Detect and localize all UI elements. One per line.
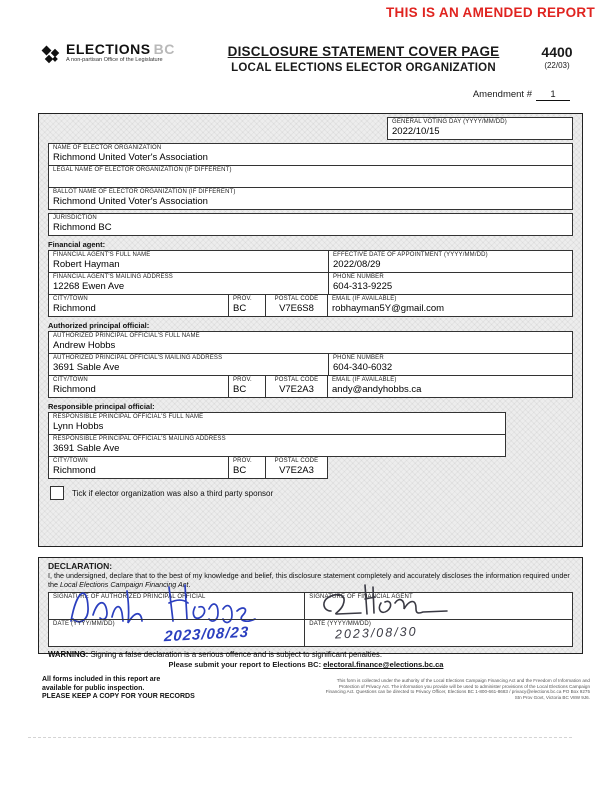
form-number-block [522,42,592,70]
fa-prov-label: PROV. [233,296,252,302]
authorized-official-section-label: Authorized principal official: [48,321,150,330]
fa-city-field [48,294,229,317]
date-official-label: DATE (YYYY/MM/DD) [53,621,115,627]
apo-phone-value: 604-340-6032 [333,362,393,373]
apo-address-field [48,353,329,376]
amendment-number-field: 1 [536,89,570,101]
fa-address-value: 12268 Ewen Ave [53,281,125,292]
declaration-body-text: I, the undersigned, declare that to the best of my knowledge and belief, this disclosure statement completely and accurately discloses the information required under the [48,571,570,589]
rpo-city-value: Richmond [53,465,96,476]
declaration-body-end: . [188,579,191,589]
fa-email-field [327,294,573,317]
fa-postal-label: POSTAL CODE [274,296,319,302]
rpo-address-value: 3691 Sable Ave [53,443,120,454]
signature-official-cell [49,593,305,619]
date-agent-handwritten: 2023/08/30 [335,624,419,642]
fa-phone-field [328,272,573,295]
fa-appointment-date-label: EFFECTIVE DATE OF APPOINTMENT (YYYY/MM/DD) [333,252,488,258]
fa-postal-field [265,294,328,317]
footer-public-inspection-note [42,676,195,702]
third-party-sponsor-checkbox[interactable] [50,486,64,500]
date-agent-cell [305,619,572,646]
apo-name-value: Andrew Hobbs [53,340,116,351]
main-form-box [38,113,583,547]
ballot-name-value: Richmond United Voter's Association [53,196,208,207]
rpo-postal-value: V7E2A3 [279,465,314,476]
signature-table [48,592,573,647]
fa-address-field [48,272,329,295]
rpo-address-field [48,434,506,457]
signature-official-label: SIGNATURE OF AUTHORIZED PRINCIPAL OFFICIAL [53,594,206,600]
submit-instruction [0,660,612,669]
declaration-box [38,557,583,659]
fa-city-value: Richmond [53,303,96,314]
jurisdiction-value: Richmond BC [53,222,112,233]
general-voting-day-field [387,117,573,140]
footer-line-1: All forms included in this report are [42,676,161,683]
form-header [40,42,592,74]
form-version: (22/03) [544,61,570,70]
general-voting-day-label: GENERAL VOTING DAY (YYYY/MM/DD) [392,119,507,125]
financial-agent-section-label: Financial agent: [48,240,106,249]
apo-prov-value: BC [233,384,247,395]
apo-email-label: EMAIL (IF AVAILABLE) [332,377,397,383]
fa-name-field [48,250,329,273]
page-subtitle: LOCAL ELECTIONS ELECTOR ORGANIZATION [231,62,496,74]
apo-postal-label: POSTAL CODE [274,377,319,383]
elections-bc-email-link[interactable]: electoral.finance@elections.bc.ca [323,660,444,669]
date-agent-label: DATE (YYYY/MM/DD) [309,621,372,627]
jurisdiction-label: JURISDICTION [53,215,97,221]
rpo-postal-label: POSTAL CODE [274,458,319,464]
signature-agent-label: SIGNATURE OF FINANCIAL AGENT [309,594,413,600]
third-party-sponsor-label: Tick if elector organization was also a third party sponsor [72,488,274,498]
apo-postal-value: V7E2A3 [279,384,314,395]
declaration-heading: DECLARATION: [48,561,113,571]
footer-line-3: PLEASE KEEP A COPY FOR YOUR RECORDS [42,693,195,700]
apo-name-label: AUTHORIZED PRINCIPAL OFFICIAL'S FULL NAME [53,333,200,339]
date-official-handwritten: 2023/08/23 [163,623,250,646]
jurisdiction-field [48,213,573,236]
page-title: DISCLOSURE STATEMENT COVER PAGE [227,44,500,59]
fa-address-label: FINANCIAL AGENT'S MAILING ADDRESS [53,274,173,280]
rpo-prov-value: BC [233,465,247,476]
rpo-name-label: RESPONSIBLE PRINCIPAL OFFICIAL'S FULL NAME [53,414,204,420]
warning-label: WARNING: [48,650,89,659]
footer-line-2: available for public inspection. [42,684,145,692]
apo-address-value: 3691 Sable Ave [53,362,120,373]
apo-name-field [48,331,573,354]
apo-prov-label: PROV. [233,377,252,383]
warning-text: Signing a false declaration is a serious offence and is subject to significant penalties. [88,650,382,659]
elections-bc-logo [40,42,205,66]
form-number: 4400 [541,44,573,60]
privacy-fine-print: This form is collected under the authority of the Local Elections Campaign Financing Act and the Freedom of Information and Protection of Privacy Act. The information you provide will be used to administer provisions of the Local Elections Campaign Financing Act. Questions can be directed to Privacy Officer, Elections BC 1-800-661-8683 / privacy@elections.bc.ca PO Box 9275 Stn Prov Govt, Victoria BC V8W 9J6. [325,678,590,700]
fa-prov-field [228,294,266,317]
apo-email-value: andy@andyhobbs.ca [332,384,422,395]
submit-text: Please submit your report to Elections BC: [168,660,324,669]
amended-report-banner: THIS IS AN AMENDED REPORT [385,5,595,20]
rpo-postal-field [265,456,328,479]
legal-name-field [48,165,573,188]
legal-name-label: LEGAL NAME OF ELECTOR ORGANIZATION (IF DIFFERENT) [53,167,232,173]
apo-city-value: Richmond [53,384,96,395]
fa-appointment-date-value: 2022/08/29 [333,259,381,270]
logo-tagline: A non-partisan Office of the Legislature [66,57,163,63]
fa-email-label: EMAIL (IF AVAILABLE) [332,296,397,302]
org-name-label: NAME OF ELECTOR ORGANIZATION [53,145,162,151]
warning-line [48,650,573,659]
elections-bc-logo-icon [40,44,62,66]
third-party-sponsor-row [50,486,573,500]
fa-phone-label: PHONE NUMBER [333,274,384,280]
fa-city-label: CITY/TOWN [53,296,88,302]
fa-phone-value: 604-313-9225 [333,281,393,292]
apo-address-label: AUTHORIZED PRINCIPAL OFFICIAL'S MAILING ADDRESS [53,355,223,361]
legal-name-value [53,174,568,186]
fa-email-value: robhayman5Y@gmail.com [332,303,445,314]
rpo-city-label: CITY/TOWN [53,458,88,464]
apo-email-field [327,375,573,398]
org-name-value: Richmond United Voter's Association [53,152,208,163]
fa-name-value: Robert Hayman [53,259,120,270]
amendment-line [473,89,570,101]
date-official-cell [49,619,305,646]
general-voting-day-value: 2022/10/15 [392,126,440,137]
responsible-official-section-label: Responsible principal official: [48,402,155,411]
ballot-name-field [48,187,573,210]
apo-phone-field [328,353,573,376]
rpo-prov-field [228,456,266,479]
apo-postal-field [265,375,328,398]
logo-bc-suffix: BC [153,41,175,57]
ballot-name-label: BALLOT NAME OF ELECTOR ORGANIZATION (IF DIFFERENT) [53,189,236,195]
rpo-name-field [48,412,506,435]
apo-city-field [48,375,229,398]
rpo-prov-label: PROV. [233,458,252,464]
scan-artifact-line [28,737,572,738]
rpo-name-value: Lynn Hobbs [53,421,104,432]
rpo-address-label: RESPONSIBLE PRINCIPAL OFFICIAL'S MAILING ADDRESS [53,436,226,442]
apo-phone-label: PHONE NUMBER [333,355,384,361]
fa-appointment-date-field [328,250,573,273]
fa-postal-value: V7E6S8 [279,303,314,314]
apo-city-label: CITY/TOWN [53,377,88,383]
org-name-field [48,143,573,166]
rpo-city-field [48,456,229,479]
apo-prov-field [228,375,266,398]
declaration-act-name: Local Elections Campaign Financing Act [60,579,189,589]
declaration-body [48,572,573,589]
logo-wordmark: ELECTIONS BC [66,41,175,57]
amendment-label: Amendment # [472,89,532,100]
fa-name-label: FINANCIAL AGENT'S FULL NAME [53,252,151,258]
fa-prov-value: BC [233,303,247,314]
signature-agent-cell [305,593,572,619]
